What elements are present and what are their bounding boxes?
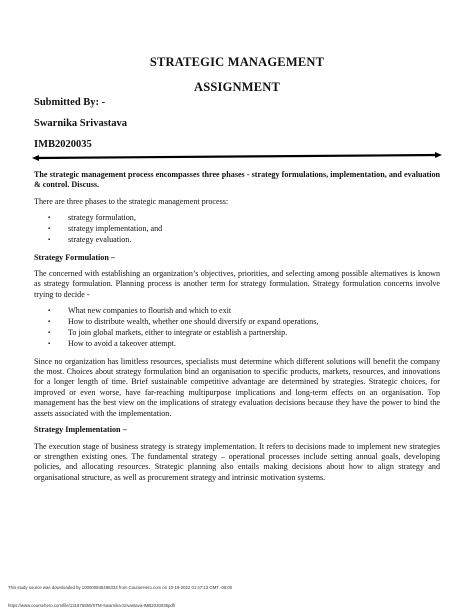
student-id: IMB2020035: [34, 139, 92, 150]
title-line-2: ASSIGNMENT: [193, 80, 281, 94]
square-bullet-icon: ▪: [48, 237, 51, 244]
document-body: [34, 170, 440, 489]
implementation-paragraph: The execution stage of business strategy is strategy implementation. It refers to decisions made to implement new strategies or strengthen existing ones. The fundamental strategy – operational processes include setting annual goals, developing policies, and allocating resources. Strategic planning also entails making decisions about how to align strategy and organisational structure, as well as procurement strategy and intrinsic motivation systems.: [34, 441, 440, 482]
square-bullet-icon: ▪: [48, 308, 51, 315]
download-notice: This study source was downloaded by 100000845488333 from CourseHero.com on 10-19-2022 01:47:13 GMT -05:00: [8, 585, 233, 590]
square-bullet-icon: ▪: [48, 319, 51, 326]
formulation-list: [34, 306, 440, 349]
list-item: ▪ strategy evaluation.: [48, 235, 132, 245]
phase-list: [34, 213, 440, 245]
list-item: ▪ How to avoid a takeover attempt.: [48, 339, 176, 349]
author-name: Swarnika Srivastava: [34, 118, 128, 129]
square-bullet-icon: ▪: [48, 226, 51, 233]
formulation-paragraph-2: Since no organization has limitless resources, specialists must determine which different solutions will benefit the company the most. Choices about strategy formulation bind an organisation to specific products, markets, resources, and innovations for a longer length of time. Brief sustainable competitive advantage are determined by strategies. Strategic choices, for improved or even worse, have far-reaching multipurpose implications and long-term effects on an organisation. Top management has the best view on the implications of strategy evaluation decisions because they have the power to bind the assets associated with the implementation.: [34, 356, 440, 418]
formulation-heading: Strategy Formulation –: [34, 252, 115, 262]
double-arrow-divider: [32, 150, 442, 164]
square-bullet-icon: ▪: [48, 330, 51, 337]
list-item: ▪ To join global markets, either to integrate or establish a partnership.: [48, 328, 288, 338]
source-url[interactable]: https://www.coursehero.com/file/131675850/STM-Swarnika-Srivastava-IMB2020035pdf/: [8, 603, 176, 608]
title-line-1: STRATEGIC MANAGEMENT: [149, 55, 325, 69]
question-text: The strategic management process encompasses three phases - strategy formulations, implementation, and evaluation & control. Discuss.: [34, 170, 440, 190]
submitted-by-label: Submitted By: -: [34, 97, 106, 108]
intro-paragraph: There are three phases to the strategic management process:: [34, 196, 229, 206]
square-bullet-icon: ▪: [48, 215, 51, 222]
list-item: ▪ strategy formulation,: [48, 213, 136, 223]
list-item: ▪ strategy implementation, and: [48, 224, 163, 234]
square-bullet-icon: ▪: [48, 341, 51, 348]
list-item: ▪ How to distribute wealth, whether one should diversify or expand operations,: [48, 317, 319, 327]
formulation-paragraph: The concerned with establishing an organization’s objectives, priorities, and selecting among possible alternatives is known as strategy formulation. Planning process is another term for strategy formulation. Strategy formulation concerns involve trying to decide -: [34, 269, 440, 299]
implementation-heading: Strategy Implementation –: [34, 425, 127, 435]
list-item: ▪ What new companies to flourish and which to exit: [48, 306, 232, 316]
